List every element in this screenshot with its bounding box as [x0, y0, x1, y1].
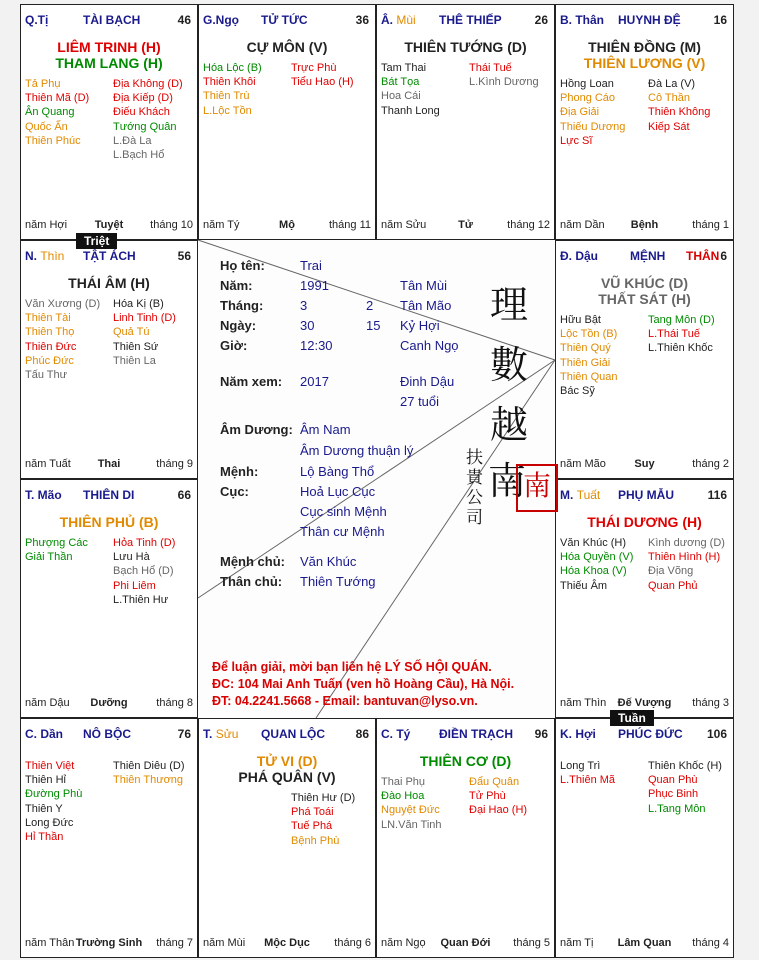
footer-month: tháng 5	[513, 937, 550, 949]
palace-header	[25, 249, 193, 265]
palace-footer	[560, 937, 729, 951]
info-value-1: 1991	[300, 278, 329, 293]
minor-star: Đào Hoa	[381, 790, 425, 803]
palace-footer	[381, 219, 550, 233]
minor-star: Văn Xương (D)	[25, 298, 101, 310]
age-number: 6	[720, 249, 727, 263]
view-age: 27 tuổi	[400, 394, 440, 409]
minor-star: Thiên Phúc	[25, 134, 81, 147]
footer-year: năm Mão	[560, 458, 606, 470]
minor-star: Địa Giải	[560, 106, 600, 119]
major-stars	[556, 514, 733, 530]
minor-star: Hỏa Tinh (D)	[113, 537, 176, 549]
minor-star: Hóa Lộc (B)	[203, 62, 262, 74]
contact-line-1: Để luận giải, mời bạn liên hệ LÝ SỐ HỘI QUÁN.	[212, 660, 492, 674]
footer-year: năm Tý	[203, 219, 240, 231]
minor-star: Thiên Quý	[560, 342, 611, 355]
minor-star: Long Đức	[25, 816, 74, 829]
footer-stage: Tử	[458, 219, 473, 231]
footer-stage: Đế Vượng	[617, 697, 672, 709]
minor-star: Thanh Long	[381, 104, 440, 117]
major-star: LIÊM TRINH (H)	[57, 39, 161, 55]
minor-stars-right	[113, 297, 176, 368]
view-year: 2017	[300, 374, 329, 389]
footer-year: năm Sửu	[381, 219, 427, 231]
minor-star: Tiểu Hao (H)	[291, 76, 354, 89]
minor-stars-right	[469, 61, 539, 89]
minor-star: Quả Tú	[113, 326, 150, 339]
palace-cell-dau	[555, 240, 734, 479]
thanchu-value: Thiên Tướng	[300, 574, 376, 589]
palace-cell-thin	[20, 240, 198, 479]
calligraphy-char-2: 數	[490, 343, 529, 387]
minor-star: Thiên Mã (D)	[25, 92, 90, 105]
minor-star: Bệnh Phù	[291, 834, 340, 847]
footer-month: tháng 1	[692, 219, 729, 231]
minor-stars-left	[560, 759, 615, 787]
minor-star: Tam Thai	[381, 62, 427, 74]
footer-stage: Mộ	[279, 219, 295, 231]
info-label: Họ tên:	[220, 258, 265, 273]
cuc-value: Hoả Lục Cục	[300, 484, 376, 499]
footer-stage: Trường Sinh	[75, 937, 143, 949]
calligraphy-char-3: 越	[490, 403, 529, 447]
info-value-2: 15	[366, 318, 381, 333]
minor-star: Địa Kiếp (D)	[113, 92, 173, 105]
branch-label: G.Ngọ	[203, 13, 239, 27]
palace-cell-ngo	[198, 4, 376, 240]
minor-stars-right	[291, 791, 355, 848]
footer-year: năm Thìn	[560, 697, 607, 709]
minor-star: Điếu Khách	[113, 106, 170, 119]
minor-star: Lộc Tồn (B)	[560, 328, 618, 341]
minor-star: Thiên Tài	[25, 312, 71, 325]
minor-star: Thiên Trù	[203, 90, 250, 103]
info-value-3: Kỷ Hợi	[400, 318, 440, 333]
minor-star: L.Đà La	[113, 134, 152, 147]
minor-star: Bác Sỹ	[560, 385, 595, 398]
info-value-3: Canh Ngọ	[400, 338, 459, 353]
major-stars	[199, 753, 375, 785]
palace-name: TẬT ÁCH	[83, 249, 136, 263]
minor-star: Long Trì	[560, 760, 601, 772]
minor-stars-left	[25, 297, 100, 382]
minor-star: Văn Khúc (H)	[560, 537, 627, 549]
minor-star: Thiên Thọ	[25, 326, 75, 339]
info-label: Giờ:	[220, 338, 248, 353]
minor-star: Quan Phù	[648, 774, 698, 787]
major-star: THIÊN ĐỒNG (M)	[588, 39, 701, 55]
minor-star: Hóa Quyền (V)	[560, 551, 634, 564]
major-star: THIÊN TƯỚNG (D)	[404, 39, 527, 55]
footer-stage: Lâm Quan	[617, 937, 672, 949]
age-number: 56	[177, 249, 191, 263]
minor-star: Thiên Giải	[560, 356, 611, 369]
amduong-label: Âm Dương:	[220, 422, 293, 437]
minor-star: Hữu Bật	[560, 314, 601, 326]
minor-star: Địa Không (D)	[113, 78, 183, 90]
calligraphy-char-1: 理	[490, 283, 529, 327]
palace-name: MỆNH	[630, 249, 666, 263]
palace-cell-ty	[20, 4, 198, 240]
info-value-2: 2	[366, 298, 374, 313]
major-star: CỰ MÔN (V)	[246, 39, 328, 55]
major-stars	[199, 39, 375, 55]
minor-star: Thiên Diêu (D)	[113, 760, 185, 772]
minor-star: LN.Văn Tinh	[381, 818, 442, 831]
minor-stars-right	[648, 313, 715, 356]
minor-star: Đường Phù	[25, 788, 83, 801]
major-star: THẤT SÁT (H)	[598, 291, 691, 307]
palace-header	[203, 727, 371, 743]
age-number: 26	[534, 13, 548, 27]
minor-star: Linh Tinh (D)	[113, 312, 176, 325]
minor-star: Đại Hao (H)	[469, 804, 528, 817]
major-star: THÁI ÂM (H)	[68, 275, 150, 291]
minor-star: Phượng Các	[25, 537, 88, 549]
footer-year: năm Dần	[560, 219, 605, 231]
minor-star: Tuế Phá	[291, 820, 333, 833]
palace-footer	[25, 697, 193, 711]
menhchu-value: Văn Khúc	[300, 554, 357, 569]
palace-name: THÊ THIẾP	[439, 13, 502, 27]
footer-month: tháng 9	[156, 458, 193, 470]
menh-value: Lộ Bàng Thổ	[300, 464, 375, 479]
minor-stars-right	[648, 536, 725, 593]
minor-stars-left	[381, 775, 442, 832]
footer-month: tháng 8	[156, 697, 193, 709]
palace-cell-mui	[376, 4, 555, 240]
minor-star: Tang Môn (D)	[648, 314, 715, 326]
minor-stars-right	[291, 61, 354, 89]
minor-star: Kiếp Sát	[648, 120, 690, 133]
branch-label: Â. Mùi	[381, 13, 416, 27]
palace-name: TỬ TỨC	[261, 13, 308, 27]
minor-stars-left	[25, 77, 89, 148]
branch-label: B. Thân	[560, 13, 604, 27]
calligraphy-small-2: 貴	[466, 468, 483, 488]
minor-stars-left	[25, 536, 88, 564]
minor-star: Phúc Đức	[25, 354, 74, 367]
branch-label: C. Dần	[25, 727, 64, 741]
minor-star: Đà La (V)	[648, 78, 696, 90]
minor-star: Thiên Khốc (H)	[648, 760, 722, 772]
palace-header	[25, 727, 193, 743]
minor-star: Tử Phù	[469, 790, 506, 803]
footer-year: năm Ngọ	[381, 937, 426, 949]
major-stars	[556, 39, 733, 71]
minor-star: Quốc Ấn	[25, 120, 68, 133]
footer-stage: Tuyệt	[94, 219, 124, 231]
minor-star: Cô Thần	[648, 92, 690, 105]
minor-stars-right	[469, 775, 527, 818]
branch-label: M. Tuất	[560, 488, 601, 502]
branch-label: T. Mão	[25, 488, 62, 502]
minor-star: L.Thiên Mã	[560, 774, 616, 787]
minor-star: Thái Tuế	[469, 62, 512, 74]
minor-star: Thiên Y	[25, 802, 63, 815]
palace-cell-than	[555, 4, 734, 240]
cuc-note: Cục sinh Mệnh	[300, 504, 387, 519]
minor-star: Hỉ Thần	[25, 831, 64, 844]
footer-month: tháng 2	[692, 458, 729, 470]
minor-star: Nguyệt Đức	[381, 804, 440, 817]
minor-star: Bạch Hổ (D)	[113, 565, 174, 578]
minor-star: Thai Phụ	[381, 776, 426, 788]
footer-month: tháng 6	[334, 937, 371, 949]
view-year-label: Năm xem:	[220, 374, 283, 389]
footer-year: năm Thân	[25, 937, 75, 949]
footer-year: năm Mùi	[203, 937, 246, 949]
minor-star: Thiên Hỉ	[25, 774, 66, 787]
palace-name: THIÊN DI	[83, 488, 135, 502]
minor-star: Tướng Quân	[113, 120, 177, 133]
age-number: 86	[355, 727, 369, 741]
palace-name: PHỤ MẪU	[618, 488, 674, 502]
minor-stars-left	[381, 61, 440, 118]
branch-label: T. Sửu	[203, 727, 239, 741]
palace-cell-ty2	[376, 718, 555, 958]
palace-header	[25, 13, 193, 29]
minor-star: Thiên Hư (D)	[291, 792, 356, 804]
palace-footer	[203, 219, 371, 233]
minor-star: Thiên Việt	[25, 760, 75, 772]
major-star: THAM LANG (H)	[55, 55, 163, 71]
minor-star: Trực Phù	[291, 62, 337, 74]
branch-label: N. Thìn	[25, 249, 65, 263]
major-star: PHÁ QUÂN (V)	[238, 769, 336, 785]
minor-star: Hoa Cái	[381, 90, 421, 103]
minor-star: Tả Phụ	[25, 78, 61, 90]
minor-star: Phi Liêm	[113, 579, 156, 592]
footer-year: năm Tuất	[25, 458, 71, 470]
info-label: Tháng:	[220, 298, 264, 313]
calligraphy-small-1: 扶	[466, 448, 483, 468]
footer-month: tháng 11	[328, 219, 371, 231]
major-stars	[556, 275, 733, 307]
age-number: 106	[706, 727, 727, 741]
age-number: 36	[355, 13, 369, 27]
major-stars	[21, 39, 197, 71]
than-note: Thân cư Mệnh	[300, 524, 385, 539]
footer-month: tháng 12	[507, 219, 550, 231]
age-number: 46	[177, 13, 191, 27]
minor-stars-right	[113, 536, 175, 607]
minor-star: Bát Tọa	[381, 76, 420, 89]
minor-stars-right	[113, 759, 185, 787]
palace-footer	[560, 219, 729, 233]
thanchu-label: Thân chủ:	[220, 574, 283, 589]
info-label: Ngày:	[220, 318, 257, 333]
minor-star: Thiên Không	[648, 106, 711, 119]
red-seal-stamp: 南	[516, 464, 558, 512]
footer-stage: Mộc Dục	[264, 937, 310, 949]
minor-star: Hồng Loan	[560, 78, 614, 90]
age-number: 76	[177, 727, 191, 741]
palace-footer	[381, 937, 550, 951]
major-star: THIÊN CƠ (D)	[419, 753, 512, 769]
palace-header	[381, 13, 550, 29]
minor-star: Lực Sĩ	[560, 134, 593, 147]
palace-cell-suu	[198, 718, 376, 958]
minor-star: Thiên La	[113, 354, 156, 367]
footer-month: tháng 7	[156, 937, 193, 949]
age-number: 16	[713, 13, 727, 27]
branch-label: Đ. Dậu	[560, 249, 599, 263]
footer-year: năm Dậu	[25, 697, 70, 709]
palace-cell-tuat	[555, 479, 734, 718]
minor-star: Thiên Sứ	[113, 340, 159, 353]
minor-star: Thiên Quan	[560, 370, 618, 383]
palace-header	[25, 488, 193, 504]
minor-stars-left	[560, 313, 617, 398]
menh-label: Mệnh:	[220, 464, 259, 479]
minor-star: Thiếu Âm	[560, 579, 608, 592]
minor-star: Giải Thần	[25, 551, 73, 564]
major-star: VŨ KHÚC (D)	[600, 275, 689, 291]
palace-footer	[203, 937, 371, 951]
minor-star: Kình dương (D)	[648, 537, 725, 549]
minor-stars-right	[648, 759, 722, 816]
age-number: 66	[177, 488, 191, 502]
minor-star: L.Thiên Hư	[113, 593, 169, 606]
calligraphy-small-3: 公	[466, 488, 483, 508]
minor-star: L.Thiên Khốc	[648, 342, 713, 355]
branch-label: Q.Tị	[25, 13, 49, 27]
minor-star: L.Kình Dương	[469, 76, 539, 89]
amduong-note: Âm Dương thuận lý	[300, 443, 414, 458]
minor-stars-left	[203, 61, 262, 118]
minor-star: Phong Cáo	[560, 92, 616, 105]
minor-stars-right	[648, 77, 710, 134]
palace-footer	[560, 697, 729, 711]
minor-star: Ân Quang	[25, 106, 75, 119]
palace-header	[381, 727, 550, 743]
than-label: THÂN	[686, 249, 720, 263]
age-number: 116	[707, 488, 727, 502]
info-label: Năm:	[220, 278, 253, 293]
menhchu-label: Mệnh chủ:	[220, 554, 285, 569]
minor-star: Thiên Đức	[25, 340, 77, 353]
palace-name: NÔ BỘC	[83, 727, 131, 741]
major-stars	[21, 514, 197, 530]
footer-year: năm Tị	[560, 937, 594, 949]
palace-header	[560, 13, 729, 29]
footer-stage: Bệnh	[630, 219, 659, 231]
age-number: 96	[534, 727, 548, 741]
palace-header	[560, 727, 729, 743]
info-value-1: 12:30	[300, 338, 333, 353]
branch-label: C. Tý	[381, 727, 411, 741]
minor-star: Tấu Thư	[25, 369, 68, 382]
palace-footer	[25, 219, 193, 233]
palace-header	[560, 488, 729, 504]
minor-stars-right	[113, 77, 183, 162]
info-value-1: 30	[300, 318, 315, 333]
footer-year: năm Hợi	[25, 219, 68, 231]
info-value-1: Trai	[300, 258, 322, 273]
minor-star: L.Tang Môn	[648, 802, 706, 815]
palace-name: QUAN LỘC	[261, 727, 325, 741]
footer-stage: Suy	[634, 458, 655, 470]
amduong-value: Âm Nam	[300, 422, 351, 437]
center-info-panel	[198, 238, 556, 716]
info-value-3: Tân Mão	[400, 298, 452, 313]
calligraphy-small-4: 司	[466, 508, 483, 528]
contact-line-2: ĐC: 104 Mai Anh Tuấn (ven hồ Hoàng Cầu), Hà Nội.	[212, 677, 515, 691]
minor-stars-left	[560, 77, 625, 148]
major-stars	[377, 753, 554, 769]
palace-name: PHÚC ĐỨC	[618, 727, 683, 741]
minor-star: L.Lộc Tồn	[203, 104, 252, 117]
palace-name: ĐIỀN TRẠCH	[439, 727, 513, 741]
palace-cell-dan	[20, 718, 198, 958]
tuan-tag: Tuần	[610, 710, 654, 726]
minor-star: Hóa Khoa (V)	[560, 565, 627, 578]
info-value-1: 3	[300, 298, 308, 313]
triet-tag: Triệt	[76, 233, 117, 249]
palace-name: HUYNH ĐỆ	[618, 13, 681, 27]
minor-star: Thiên Khôi	[203, 76, 256, 89]
view-canchi: Đinh Dậu	[400, 374, 455, 389]
minor-star: Đẩu Quân	[469, 776, 520, 788]
palace-footer	[25, 458, 193, 472]
footer-stage: Thai	[97, 458, 121, 470]
footer-month: tháng 10	[150, 219, 193, 231]
minor-star: L.Bạch Hổ	[113, 149, 165, 162]
palace-header	[560, 249, 729, 265]
footer-stage: Dưỡng	[90, 697, 128, 709]
major-star: THÁI DƯƠNG (H)	[587, 514, 702, 530]
info-value-3: Tân Mùi	[400, 278, 447, 293]
minor-star: Thiếu Dương	[560, 120, 626, 133]
minor-star: L.Thái Tuế	[648, 328, 700, 341]
palace-header	[203, 13, 371, 29]
minor-star: Quan Phủ	[648, 579, 698, 592]
footer-month: tháng 3	[692, 697, 729, 709]
branch-label: K. Hợi	[560, 727, 596, 741]
minor-star: Địa Võng	[648, 565, 694, 578]
minor-stars-left	[560, 536, 633, 593]
palace-footer	[560, 458, 729, 472]
major-stars	[377, 39, 554, 55]
calligraphy-char-4: 南	[488, 459, 527, 503]
footer-month: tháng 4	[692, 937, 729, 949]
minor-star: Lưu Hà	[113, 551, 150, 564]
palace-name: TÀI BẠCH	[83, 13, 141, 27]
major-star: THIÊN PHỦ (B)	[59, 514, 159, 530]
palace-cell-hoi	[555, 718, 734, 958]
minor-star: Thiên Thương	[113, 774, 184, 787]
minor-star: Phá Toái	[291, 806, 334, 819]
minor-stars-left	[25, 759, 82, 844]
minor-star: Phục Binh	[648, 788, 699, 801]
footer-stage: Quan Đới	[440, 937, 491, 949]
minor-star: Thiên Hình (H)	[648, 551, 721, 564]
minor-star: Hóa Kị (B)	[113, 298, 164, 310]
palace-cell-mao	[20, 479, 198, 718]
major-star: TỬ VI (D)	[256, 753, 318, 769]
cuc-label: Cục:	[220, 484, 249, 499]
major-stars	[21, 275, 197, 291]
palace-footer	[25, 937, 193, 951]
major-star: THIÊN LƯƠNG (V)	[583, 55, 706, 71]
contact-line-3: ĐT: 04.2241.5668 - Email: bantuvan@lyso.vn.	[212, 694, 478, 708]
